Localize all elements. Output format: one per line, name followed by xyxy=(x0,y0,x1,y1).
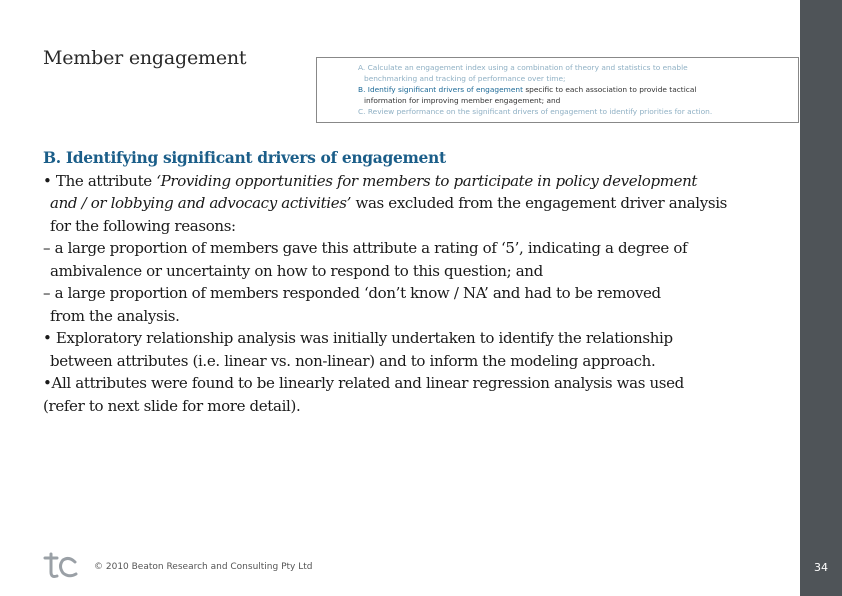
bullet-1-rest: was excluded from the engagement driver analysis xyxy=(351,194,728,212)
objective-b xyxy=(358,84,792,106)
bullet-1-quote2: and / or lobbying and advocacy activities’ xyxy=(50,194,352,212)
right-sidebar-bar xyxy=(800,0,842,596)
objectives-box xyxy=(316,57,799,123)
bullet-2-line2: between attributes (i.e. linear vs. non-linear) and to inform the modeling approach. xyxy=(50,351,656,370)
bullet-1-prefix: • The attribute xyxy=(43,171,157,190)
page-title: Member engagement xyxy=(43,47,247,69)
copyright-notice: © 2010 Beaton Research and Consulting Pty Ltd xyxy=(94,562,313,572)
sub-bullet-2-line2: from the analysis. xyxy=(50,306,180,325)
section-heading: B. Identifying significant drivers of engagement xyxy=(43,148,446,167)
sub-bullet-1-line2: ambivalence or uncertainty on how to respond to this question; and xyxy=(50,261,543,280)
objective-a-label: A. Calculate an engagement index xyxy=(358,63,486,72)
sub-bullet-1-line1: – a large proportion of members gave this attribute a rating of ‘5’, indicating a degree of xyxy=(43,239,688,257)
company-logo-icon xyxy=(43,552,79,582)
bullet-1 xyxy=(43,170,783,193)
page-number: 34 xyxy=(814,561,828,574)
bullet-3-line1: •All attributes were found to be linearly related and linear regression analysis was used xyxy=(43,374,684,392)
bullet-1-line2 xyxy=(43,192,783,215)
bullet-1-line3: for the following reasons: xyxy=(50,216,236,235)
objective-b-text: specific to each association to provide tactical xyxy=(522,85,697,94)
objective-c-text: to identify priorities for action. xyxy=(597,107,713,116)
objective-a xyxy=(358,62,792,84)
body-content xyxy=(43,147,783,417)
objective-b-label: B. Identify significant drivers of engagement xyxy=(358,85,523,94)
objective-a-text: using a combination of theory and statistics to enable xyxy=(485,63,688,72)
objective-a-text2: benchmarking and tracking of performance over time; xyxy=(364,74,566,83)
objective-c-label: C. Review performance on the significant drivers of engagement xyxy=(358,107,598,116)
objective-b-text2: information for improving member engagement; and xyxy=(364,96,561,105)
objective-c xyxy=(358,106,792,117)
bullet-2-line1: • Exploratory relationship analysis was initially undertaken to identify the relationship xyxy=(43,329,673,347)
sub-bullet-2-line1: – a large proportion of members responded ‘don’t know / NA’ and had to be removed xyxy=(43,284,661,302)
bullet-1-quote: ‘Providing opportunities for members to participate in policy development xyxy=(156,171,698,190)
bullet-3-line2: (refer to next slide for more detail). xyxy=(43,396,301,415)
